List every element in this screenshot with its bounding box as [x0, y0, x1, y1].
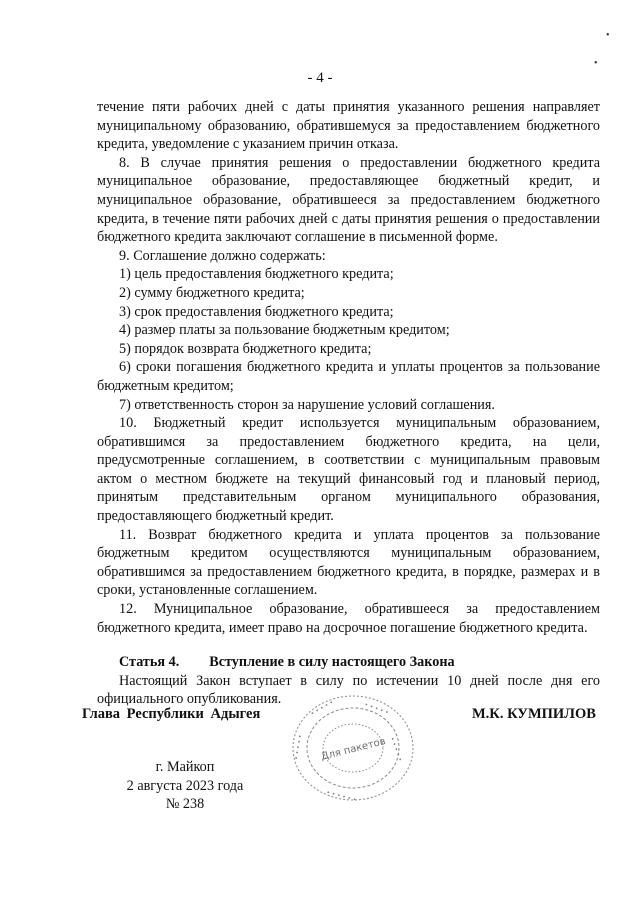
list-item: 4) размер платы за пользование бюджетным кредитом;	[119, 322, 450, 339]
city: г. Майкоп	[155, 759, 215, 775]
paragraph: 12. Муниципальное образование, обратившееся за предоставлением бюджетного кредита, имеет право на досрочное погашение бюджетного кредита.	[97, 601, 600, 636]
paragraph: 8. В случае принятия решения о предоставлении бюджетного кредита муниципальное образование, предоставляющее бюджетный кредит, и муниципальное образование, обратившееся за предоставлением бюджетного кредита, в течение пяти рабочих дней с даты принятия решения о предоставлении бюджетного кредита заключают соглашение в письменной форме.	[97, 154, 600, 246]
list-item: 2) сумму бюджетного кредита;	[119, 284, 305, 301]
paragraph: 11. Возврат бюджетного кредита и уплата процентов за пользование бюджетным кредитом осуществляются муниципальным образованием, обратившимся за предоставлением бюджетного кредита, в порядке, размерах и в сроки, установленные соглашением.	[97, 526, 600, 599]
paragraph: течение пяти рабочих дней с даты принятия указанного решения направляет муниципальному образованию, обратившемуся за предоставлением бюджетного кредита, уведомление с указанием причин отказа.	[97, 99, 600, 153]
svg-text:• • • • •: • • • • •	[309, 699, 335, 718]
page-number: - 4 -	[307, 70, 333, 86]
svg-text:• • • • • •: • • • • • •	[325, 789, 358, 804]
svg-text:• • • • •: • • • • •	[388, 736, 404, 763]
svg-text:• • • • •: • • • • •	[363, 701, 390, 717]
article-text: Настоящий Закон вступает в силу по истечении 10 дней после дня его официального опубликования.	[97, 672, 600, 708]
document-date: 2 августа 2023 года	[126, 777, 244, 794]
article-heading	[97, 653, 600, 672]
article-title: Вступление в силу настоящего Закона	[209, 654, 455, 671]
corner-mark: •	[606, 30, 610, 41]
corner-mark: •	[594, 58, 598, 69]
signatory-position: Глава Республики Адыгея	[82, 706, 261, 722]
article-number: Статья 4.	[119, 654, 180, 671]
official-stamp	[286, 688, 420, 808]
document-body	[97, 98, 600, 709]
svg-text:• • • • •: • • • • •	[293, 734, 305, 761]
document-footer	[110, 758, 260, 814]
signatory-name: М.К. КУМПИЛОВ	[472, 706, 596, 722]
list-item: 3) срок предоставления бюджетного кредита;	[119, 303, 394, 320]
list-item: 7) ответственность сторон за нарушение условий соглашения.	[119, 396, 495, 413]
stamp-seal-icon	[286, 688, 420, 808]
paragraph: 10. Бюджетный кредит используется муниципальным образованием, обратившимся за предоставлением бюджетного кредита, на цели, предусмотренные соглашением, в соответствии с муниципальным правовым актом о местном бюджете на текущий финансовый год и плановый период, принятым представительным органом муниципального образования, предоставляющего бюджетный кредит.	[97, 415, 600, 525]
document-number: № 238	[165, 796, 205, 812]
list-item: 1) цель предоставления бюджетного кредита;	[119, 266, 394, 283]
list-item: 6) сроки погашения бюджетного кредита и уплаты процентов за пользование бюджетным кредитом;	[97, 359, 600, 394]
paragraph: 9. Соглашение должно содержать:	[119, 247, 326, 264]
list-item: 5) порядок возврата бюджетного кредита;	[119, 340, 372, 357]
stamp-text: Для пакетов	[319, 736, 387, 763]
